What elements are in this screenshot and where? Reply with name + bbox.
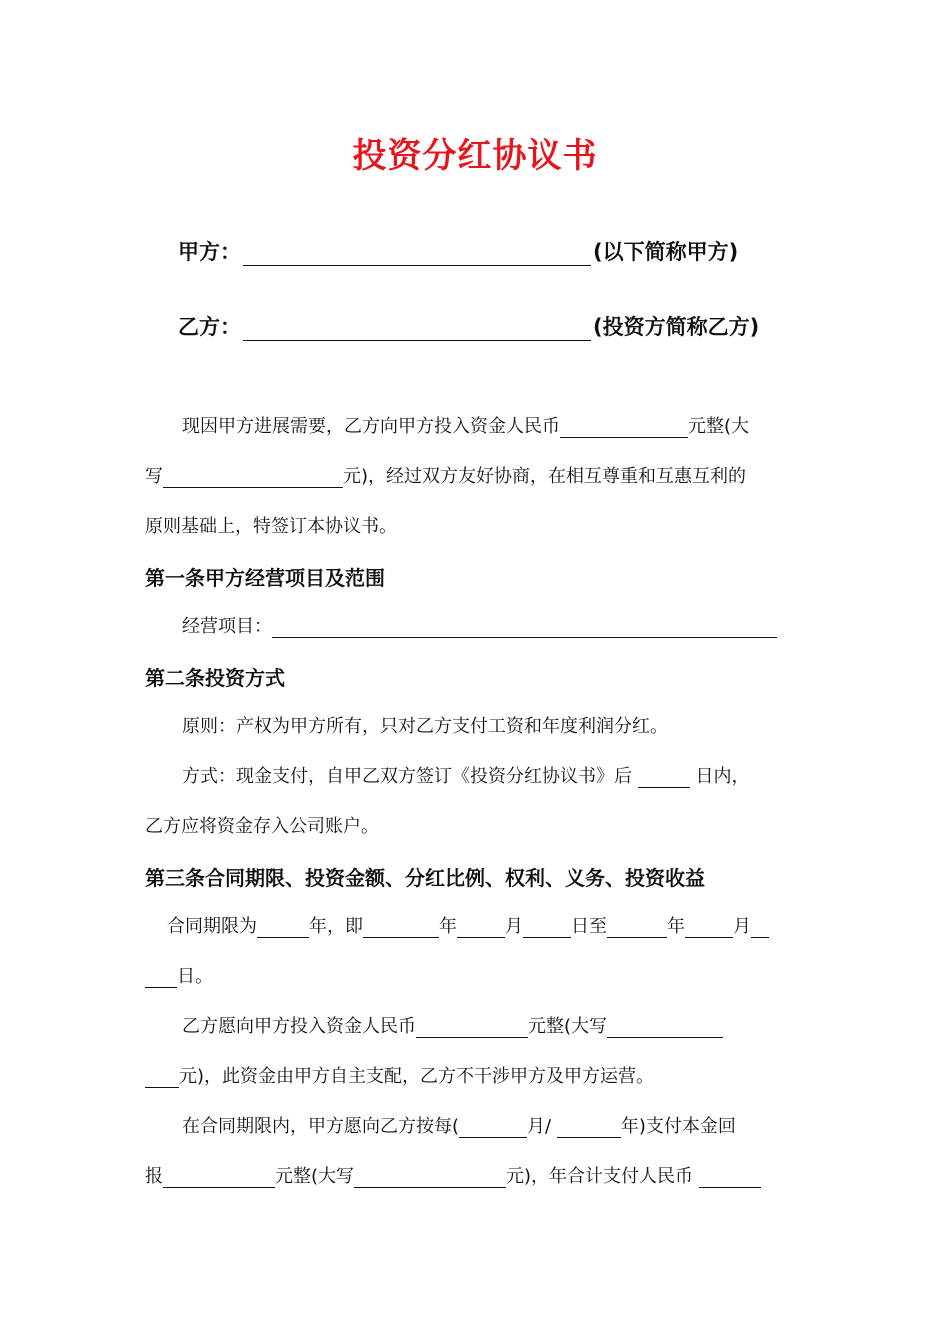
return-text: 元)，年合计支付人民币 [506, 1166, 694, 1187]
intro-line-3: 原则基础上，特签订本协议书。 [145, 516, 397, 537]
method-line-2: 乙方应将资金存入公司账户。 [145, 816, 379, 837]
return-text: 元整(大写 [275, 1166, 355, 1187]
return-years-blank[interactable] [557, 1117, 621, 1138]
amount-blank[interactable] [560, 417, 688, 438]
amount-uppercase-blank[interactable] [163, 467, 343, 488]
method-line-1 [145, 762, 822, 788]
method-text: 日内， [695, 766, 750, 787]
annual-total-blank[interactable] [699, 1167, 761, 1188]
intro-text: 写 [145, 466, 163, 487]
end-day-blank-cont[interactable] [145, 967, 177, 988]
article-2-heading: 第二条投资方式 [145, 666, 285, 690]
start-month-blank[interactable] [457, 917, 505, 938]
end-day-blank[interactable] [751, 917, 769, 938]
party-a-blank[interactable] [243, 243, 591, 266]
article-3-heading: 第三条合同期限、投资金额、分红比例、权利、义务、投资收益 [145, 866, 705, 890]
return-amount-blank[interactable] [163, 1167, 275, 1188]
start-day-blank[interactable] [523, 917, 571, 938]
term-text: 日至 [571, 916, 607, 937]
party-b-blank[interactable] [243, 318, 591, 341]
invest-uppercase-blank[interactable] [607, 1017, 723, 1038]
business-item-blank[interactable] [272, 617, 777, 638]
term-text: 年，即 [309, 916, 363, 937]
invest-amount-blank[interactable] [416, 1017, 528, 1038]
term-years-blank[interactable] [257, 917, 309, 938]
intro-line-1 [145, 412, 822, 438]
term-line-2 [145, 962, 785, 988]
party-a-suffix: (以下简称甲方) [593, 240, 739, 264]
term-line-1 [145, 912, 807, 938]
party-b-line [178, 311, 759, 341]
term-text: 月 [733, 916, 751, 937]
term-text: 合同期限为 [167, 916, 257, 937]
invest-uppercase-blank-cont[interactable] [145, 1067, 179, 1088]
end-month-blank[interactable] [685, 917, 733, 938]
term-text: 月 [505, 916, 523, 937]
term-text: 年 [667, 916, 685, 937]
invest-text: 元)，此资金由甲方自主支配，乙方不干涉甲方及甲方运营。 [179, 1066, 655, 1087]
document-title: 投资分红协议书 [352, 136, 598, 176]
return-text: 报 [145, 1166, 163, 1187]
term-text: 年 [439, 916, 457, 937]
return-line-2 [145, 1162, 785, 1188]
invest-text: 乙方愿向甲方投入资金人民币 [182, 1016, 416, 1037]
business-item-line [145, 612, 822, 638]
article-1-heading: 第一条甲方经营项目及范围 [145, 566, 385, 590]
party-b-label: 乙方： [178, 315, 241, 339]
invest-line-2 [145, 1062, 785, 1088]
business-item-label: 经营项目： [182, 616, 272, 637]
return-text: 年)支付本金回 [620, 1116, 736, 1137]
intro-line-2 [145, 462, 785, 488]
intro-text: 元)，经过双方友好协商，在相互尊重和互惠互利的 [343, 466, 747, 487]
return-months-blank[interactable] [459, 1117, 527, 1138]
intro-text: 元整(大 [688, 416, 750, 437]
invest-line-1 [145, 1012, 822, 1038]
days-blank[interactable] [638, 767, 690, 788]
return-line-1 [145, 1112, 822, 1138]
intro-text: 现因甲方进展需要，乙方向甲方投入资金人民币 [182, 416, 560, 437]
party-b-suffix: (投资方简称乙方) [593, 315, 760, 339]
return-text: 月/ [527, 1116, 552, 1137]
end-year-blank[interactable] [607, 917, 667, 938]
return-text: 在合同期限内，甲方愿向乙方按每( [182, 1116, 460, 1137]
party-a-label: 甲方： [178, 240, 241, 264]
return-uppercase-blank[interactable] [354, 1167, 506, 1188]
method-text: 方式：现金支付，自甲乙双方签订《投资分红协议书》后 [182, 766, 632, 787]
party-a-line [178, 236, 738, 266]
start-year-blank[interactable] [363, 917, 439, 938]
principle-line: 原则：产权为甲方所有，只对乙方支付工资和年度利润分红。 [182, 716, 668, 737]
invest-text: 元整(大写 [528, 1016, 608, 1037]
term-text: 日。 [177, 966, 213, 987]
